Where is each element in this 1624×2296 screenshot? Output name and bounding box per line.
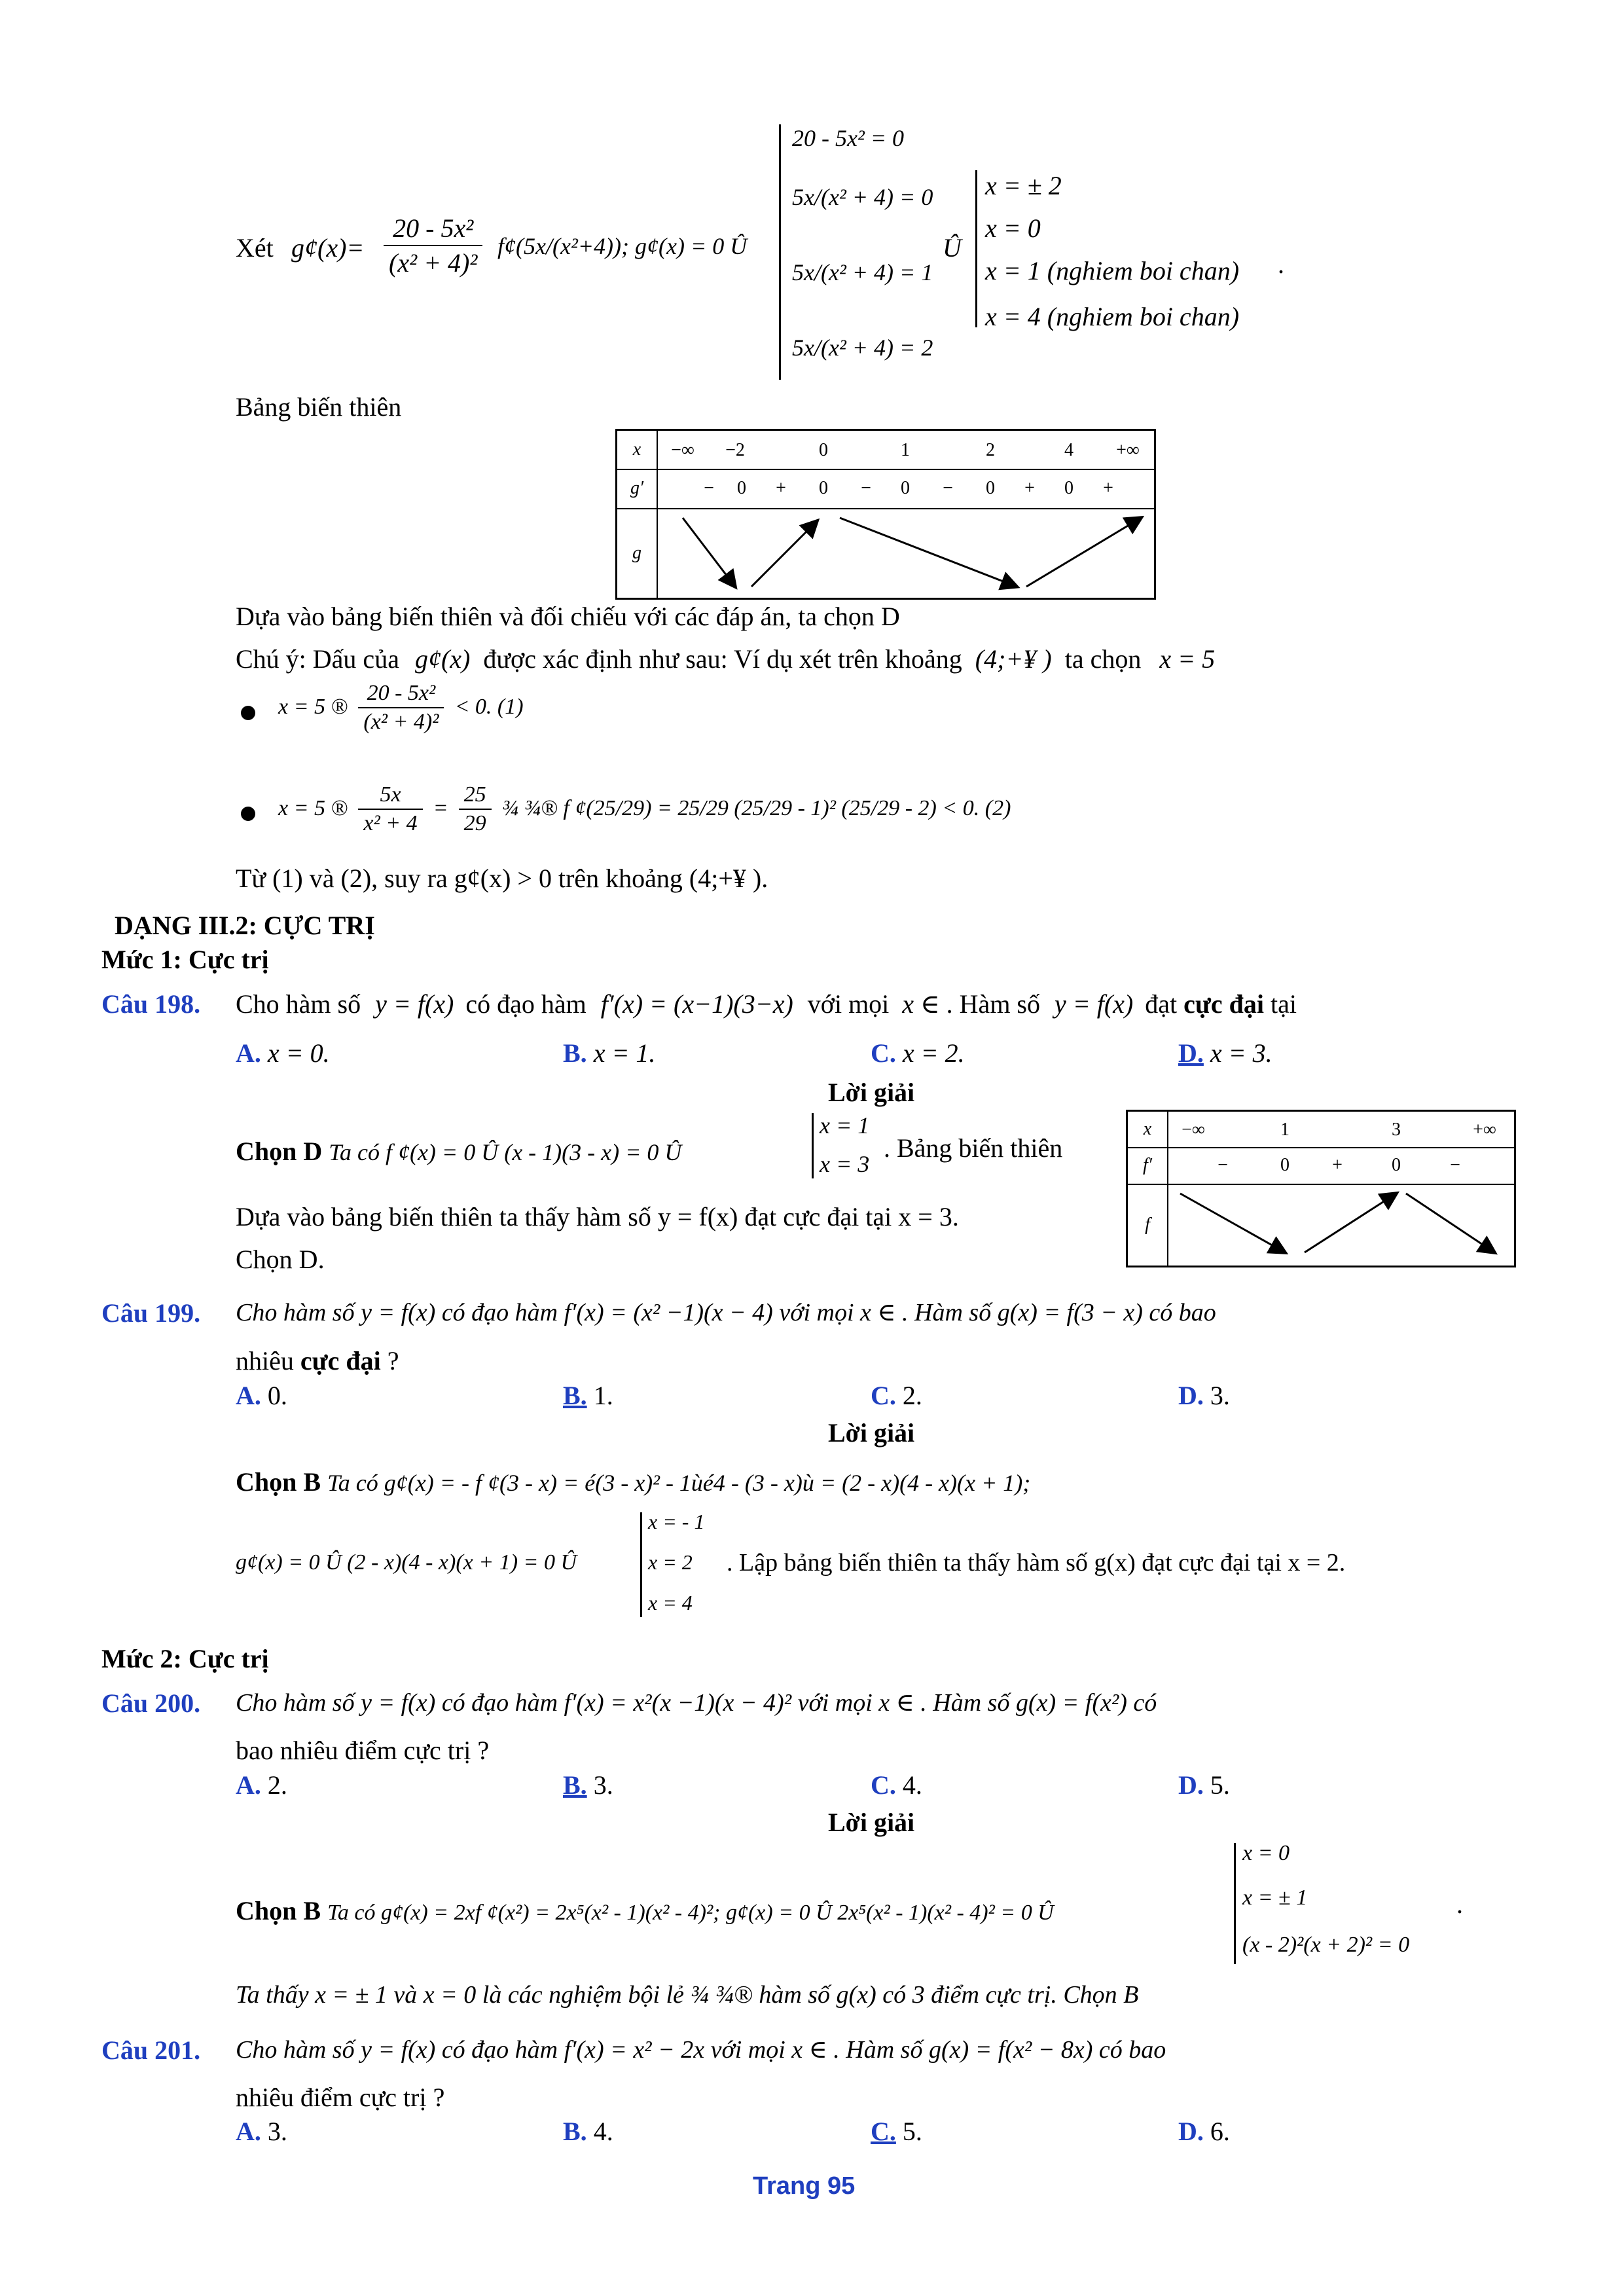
q200-solution-line1: Chọn B Ta có g¢(x) = 2xf ¢(x²) = 2x⁵(x² - 1)(x² - 4)²; g¢(x) = 0 Û 2x⁵(x² - 1)(x² - 4)² = 0 Û — [236, 1896, 1054, 1925]
q200-solution-title: Lời giải — [828, 1808, 915, 1837]
q198-text: Cho hàm số y = f(x) có đạo hàm f′(x) = (x−1)(3−x) với mọi x ∈ . Hàm số y = f(x) đạt cực đại tại — [236, 989, 1297, 1019]
q200-option-b[interactable]: B. 3. — [563, 1770, 613, 1800]
top-fraction: $\frac{\text{20 - 5x²}}{\text{(x² + 4)²}}$ — [380, 213, 486, 278]
table1-sign: + — [1103, 478, 1113, 498]
table2-x-value: +∞ — [1473, 1120, 1496, 1140]
q198-option-b[interactable]: B. x = 1. — [563, 1038, 656, 1068]
q198-solution-line1: Chọn D Ta có f ¢(x) = 0 Û (x - 1)(3 - x) = 0 Û — [236, 1137, 682, 1166]
q201-option-a[interactable]: A. 3. — [236, 2117, 287, 2146]
g-prime-def: g¢(x)= — [291, 233, 365, 263]
q199-option-a[interactable]: A. 0. — [236, 1381, 287, 1410]
solution-1: x = ± 2 — [985, 171, 1062, 200]
table1-sign: 0 — [1064, 478, 1074, 498]
q201-option-d[interactable]: D. 6. — [1178, 2117, 1230, 2146]
arrow-down — [840, 518, 1017, 587]
table2-fp-row — [1128, 1147, 1514, 1185]
solution-4: x = 4 (nghiem boi chan) — [985, 302, 1240, 331]
system-brace — [779, 124, 785, 380]
table1-gp-row — [617, 469, 1154, 509]
table2-sign: 0 — [1392, 1155, 1401, 1175]
q201-label: Câu 201. — [101, 2035, 201, 2065]
q199-cases-brace — [640, 1512, 646, 1617]
q200-line1: Cho hàm số y = f(x) có đạo hàm f′(x) = x²(x −1)(x − 4)² với mọi x ∈ . Hàm số g(x) = f(x²) có — [236, 1689, 1157, 1717]
xet-label: Xét — [236, 233, 274, 263]
q199-case-3: x = 4 — [648, 1591, 693, 1614]
q199-option-c[interactable]: C. 2. — [871, 1381, 922, 1410]
table1-g-row — [617, 508, 1154, 598]
q198-cases-brace — [812, 1113, 818, 1178]
implies-symbol: Û — [943, 233, 962, 263]
bullet-1-dot — [241, 706, 255, 720]
table2-sign: + — [1332, 1155, 1343, 1175]
q200-label: Câu 200. — [101, 1688, 201, 1718]
table1-x-value: 0 — [819, 440, 828, 460]
table2-x-value: 3 — [1392, 1120, 1401, 1140]
page-footer: Trang 95 — [753, 2172, 856, 2200]
q200-case-3: (x - 2)²(x + 2)² = 0 — [1242, 1933, 1410, 1957]
section-title: DẠNG III.2: CỰC TRỊ — [115, 911, 375, 940]
table1-x-row — [617, 431, 1154, 470]
table1-sign: 0 — [901, 478, 910, 498]
q200-case-1: x = 0 — [1242, 1841, 1290, 1865]
q199-solution-title: Lời giải — [828, 1418, 915, 1448]
q200-option-d[interactable]: D. 5. — [1178, 1770, 1230, 1800]
table1-x-value: −∞ — [671, 440, 695, 460]
system-line-3: 5x/(x² + 4) = 1 — [792, 259, 933, 285]
solution-brace — [975, 170, 981, 327]
q199-line1: Cho hàm số y = f(x) có đạo hàm f′(x) = (x² −1)(x − 4) với mọi x ∈ . Hàm số g(x) = f(3 − x) có bao — [236, 1299, 1216, 1326]
q199-case-2: x = 2 — [648, 1550, 693, 1574]
q199-option-d[interactable]: D. 3. — [1178, 1381, 1230, 1410]
variation-table-2 — [1126, 1110, 1516, 1267]
variation-table-1 — [615, 429, 1156, 600]
q198-solution-title: Lời giải — [828, 1078, 915, 1107]
table1-sign: 0 — [737, 478, 746, 498]
table2-fp-label: f′ — [1128, 1147, 1168, 1184]
q201-option-c[interactable]: C. 5. — [871, 2117, 922, 2146]
table1-x-value: 2 — [986, 440, 995, 460]
q200-solution-period: . — [1456, 1889, 1463, 1919]
q201-option-b[interactable]: B. 4. — [563, 2117, 613, 2146]
table1-sign: − — [704, 478, 714, 498]
q198-option-c[interactable]: C. x = 2. — [871, 1038, 965, 1068]
level-2-title: Mức 2: Cực trị — [101, 1644, 269, 1673]
conclusion-1: Dựa vào bảng biến thiên và đối chiếu với các đáp án, ta chọn D — [236, 602, 900, 631]
table2-arrows — [1167, 1184, 1514, 1266]
table2-x-value: 1 — [1280, 1120, 1290, 1140]
note-line: Chú ý: Dấu của g¢(x) được xác định như sau: Ví dụ xét trên khoảng (4;+¥ ) ta chọn x = 5 — [236, 644, 1216, 674]
table2-f-label: f — [1128, 1184, 1168, 1266]
arrow-down — [683, 518, 735, 587]
table1-x-value: −2 — [725, 440, 745, 460]
table1-g-label: g — [617, 508, 658, 598]
table2-sign: − — [1218, 1155, 1228, 1175]
solution-3: x = 1 (nghiem boi chan) — [985, 256, 1240, 285]
table2-f-row — [1128, 1184, 1514, 1266]
q200-line2: bao nhiêu điểm cực trị ? — [236, 1736, 490, 1765]
table2-x-value: −∞ — [1182, 1120, 1205, 1140]
table1-arrows — [657, 508, 1154, 598]
table1-sign: − — [943, 478, 953, 498]
q200-case-2: x = ± 1 — [1242, 1886, 1308, 1910]
table2-x-label: x — [1128, 1112, 1168, 1147]
arrow-up — [1026, 518, 1141, 587]
q199-solution-line1: Chọn B Ta có g¢(x) = - f ¢(3 - x) = é(3 - x)² - 1ùé4 - (3 - x)ù = (2 - x)(4 - x)(x + 1); — [236, 1467, 1031, 1497]
bullet-2: x = 5 ® $\frac{5x}{\text{x² + 4}}$ = $\frac{25}{29}$ ¾ ¾® f ¢(25/29) = 25/29 (25/29 - 1)² (25/29 - 2) < 0. (2) — [278, 782, 1011, 835]
q198-option-a[interactable]: A. x = 0. — [236, 1038, 330, 1068]
q198-option-d[interactable]: D. x = 3. — [1178, 1038, 1272, 1068]
q198-case-2: x = 3 — [820, 1151, 870, 1177]
system-line-4: 5x/(x² + 4) = 2 — [792, 335, 933, 361]
q199-line2: nhiêu cực đại ? — [236, 1346, 399, 1376]
table1-x-value: 4 — [1064, 440, 1074, 460]
table2-x-row — [1128, 1112, 1514, 1148]
q199-solution-end: . Lập bảng biến thiên ta thấy hàm số g(x) đạt cực đại tại x = 2. — [727, 1549, 1346, 1576]
table1-sign: + — [1024, 478, 1035, 498]
top-f-part: f¢(5x/(x²+4)); g¢(x) = 0 Û — [497, 233, 748, 259]
table1-x-value: 1 — [901, 440, 910, 460]
q199-option-b[interactable]: B. 1. — [563, 1381, 613, 1410]
table1-sign: 0 — [819, 478, 828, 498]
arrow-down — [1180, 1194, 1285, 1252]
q200-cases-brace — [1234, 1843, 1240, 1964]
arrow-up — [751, 521, 817, 587]
table1-x-label: x — [617, 431, 658, 469]
q198-bbt-label: . Bảng biến thiên — [884, 1133, 1063, 1163]
table2-sign: − — [1450, 1155, 1460, 1175]
q200-solution-line2: Ta thấy x = ± 1 và x = 0 là các nghiệm bội lẻ ¾ ¾® hàm số g(x) có 3 điểm cực trị. Chọn B — [236, 1981, 1139, 2009]
system-line-1: 20 - 5x² = 0 — [792, 125, 905, 151]
q201-line1: Cho hàm số y = f(x) có đạo hàm f′(x) = x² − 2x với mọi x ∈ . Hàm số g(x) = f(x² − 8x) có bao — [236, 2036, 1166, 2064]
table1-x-value: +∞ — [1116, 440, 1140, 460]
q200-option-c[interactable]: C. 4. — [871, 1770, 922, 1800]
from-line: Từ (1) và (2), suy ra g¢(x) > 0 trên khoảng (4;+¥ ). — [236, 864, 768, 893]
q201-line2: nhiêu điểm cực trị ? — [236, 2083, 445, 2112]
q198-solution-line2: Dựa vào bảng biến thiên ta thấy hàm số y = f(x) đạt cực đại tại x = 3. — [236, 1202, 959, 1231]
table1-sign: 0 — [986, 478, 995, 498]
q198-solution-line3: Chọn D. — [236, 1245, 325, 1274]
q198-label: Câu 198. — [101, 989, 201, 1019]
arrow-down — [1406, 1194, 1494, 1252]
bullet-1: x = 5 ® $\frac{\text{20 - 5x²}}{\text{(x² + 4)²}}$ < 0. (1) — [278, 681, 524, 734]
table1-gp-label: g′ — [617, 469, 658, 508]
table1-sign: − — [861, 478, 871, 498]
bullet-2-dot — [241, 807, 255, 821]
solution-period: . — [1278, 249, 1284, 279]
q200-option-a[interactable]: A. 2. — [236, 1770, 287, 1800]
q198-case-1: x = 1 — [820, 1112, 870, 1139]
q199-solution-line2: g¢(x) = 0 Û (2 - x)(4 - x)(x + 1) = 0 Û — [236, 1550, 577, 1575]
bbt-label: Bảng biến thiên — [236, 392, 402, 422]
system-line-2: 5x/(x² + 4) = 0 — [792, 184, 933, 210]
level-1-title: Mức 1: Cực trị — [101, 945, 269, 974]
table1-sign: + — [776, 478, 786, 498]
q199-label: Câu 199. — [101, 1298, 201, 1328]
q199-case-1: x = - 1 — [648, 1510, 705, 1533]
arrow-up — [1305, 1194, 1396, 1252]
table2-sign: 0 — [1280, 1155, 1290, 1175]
solution-2: x = 0 — [985, 213, 1041, 243]
